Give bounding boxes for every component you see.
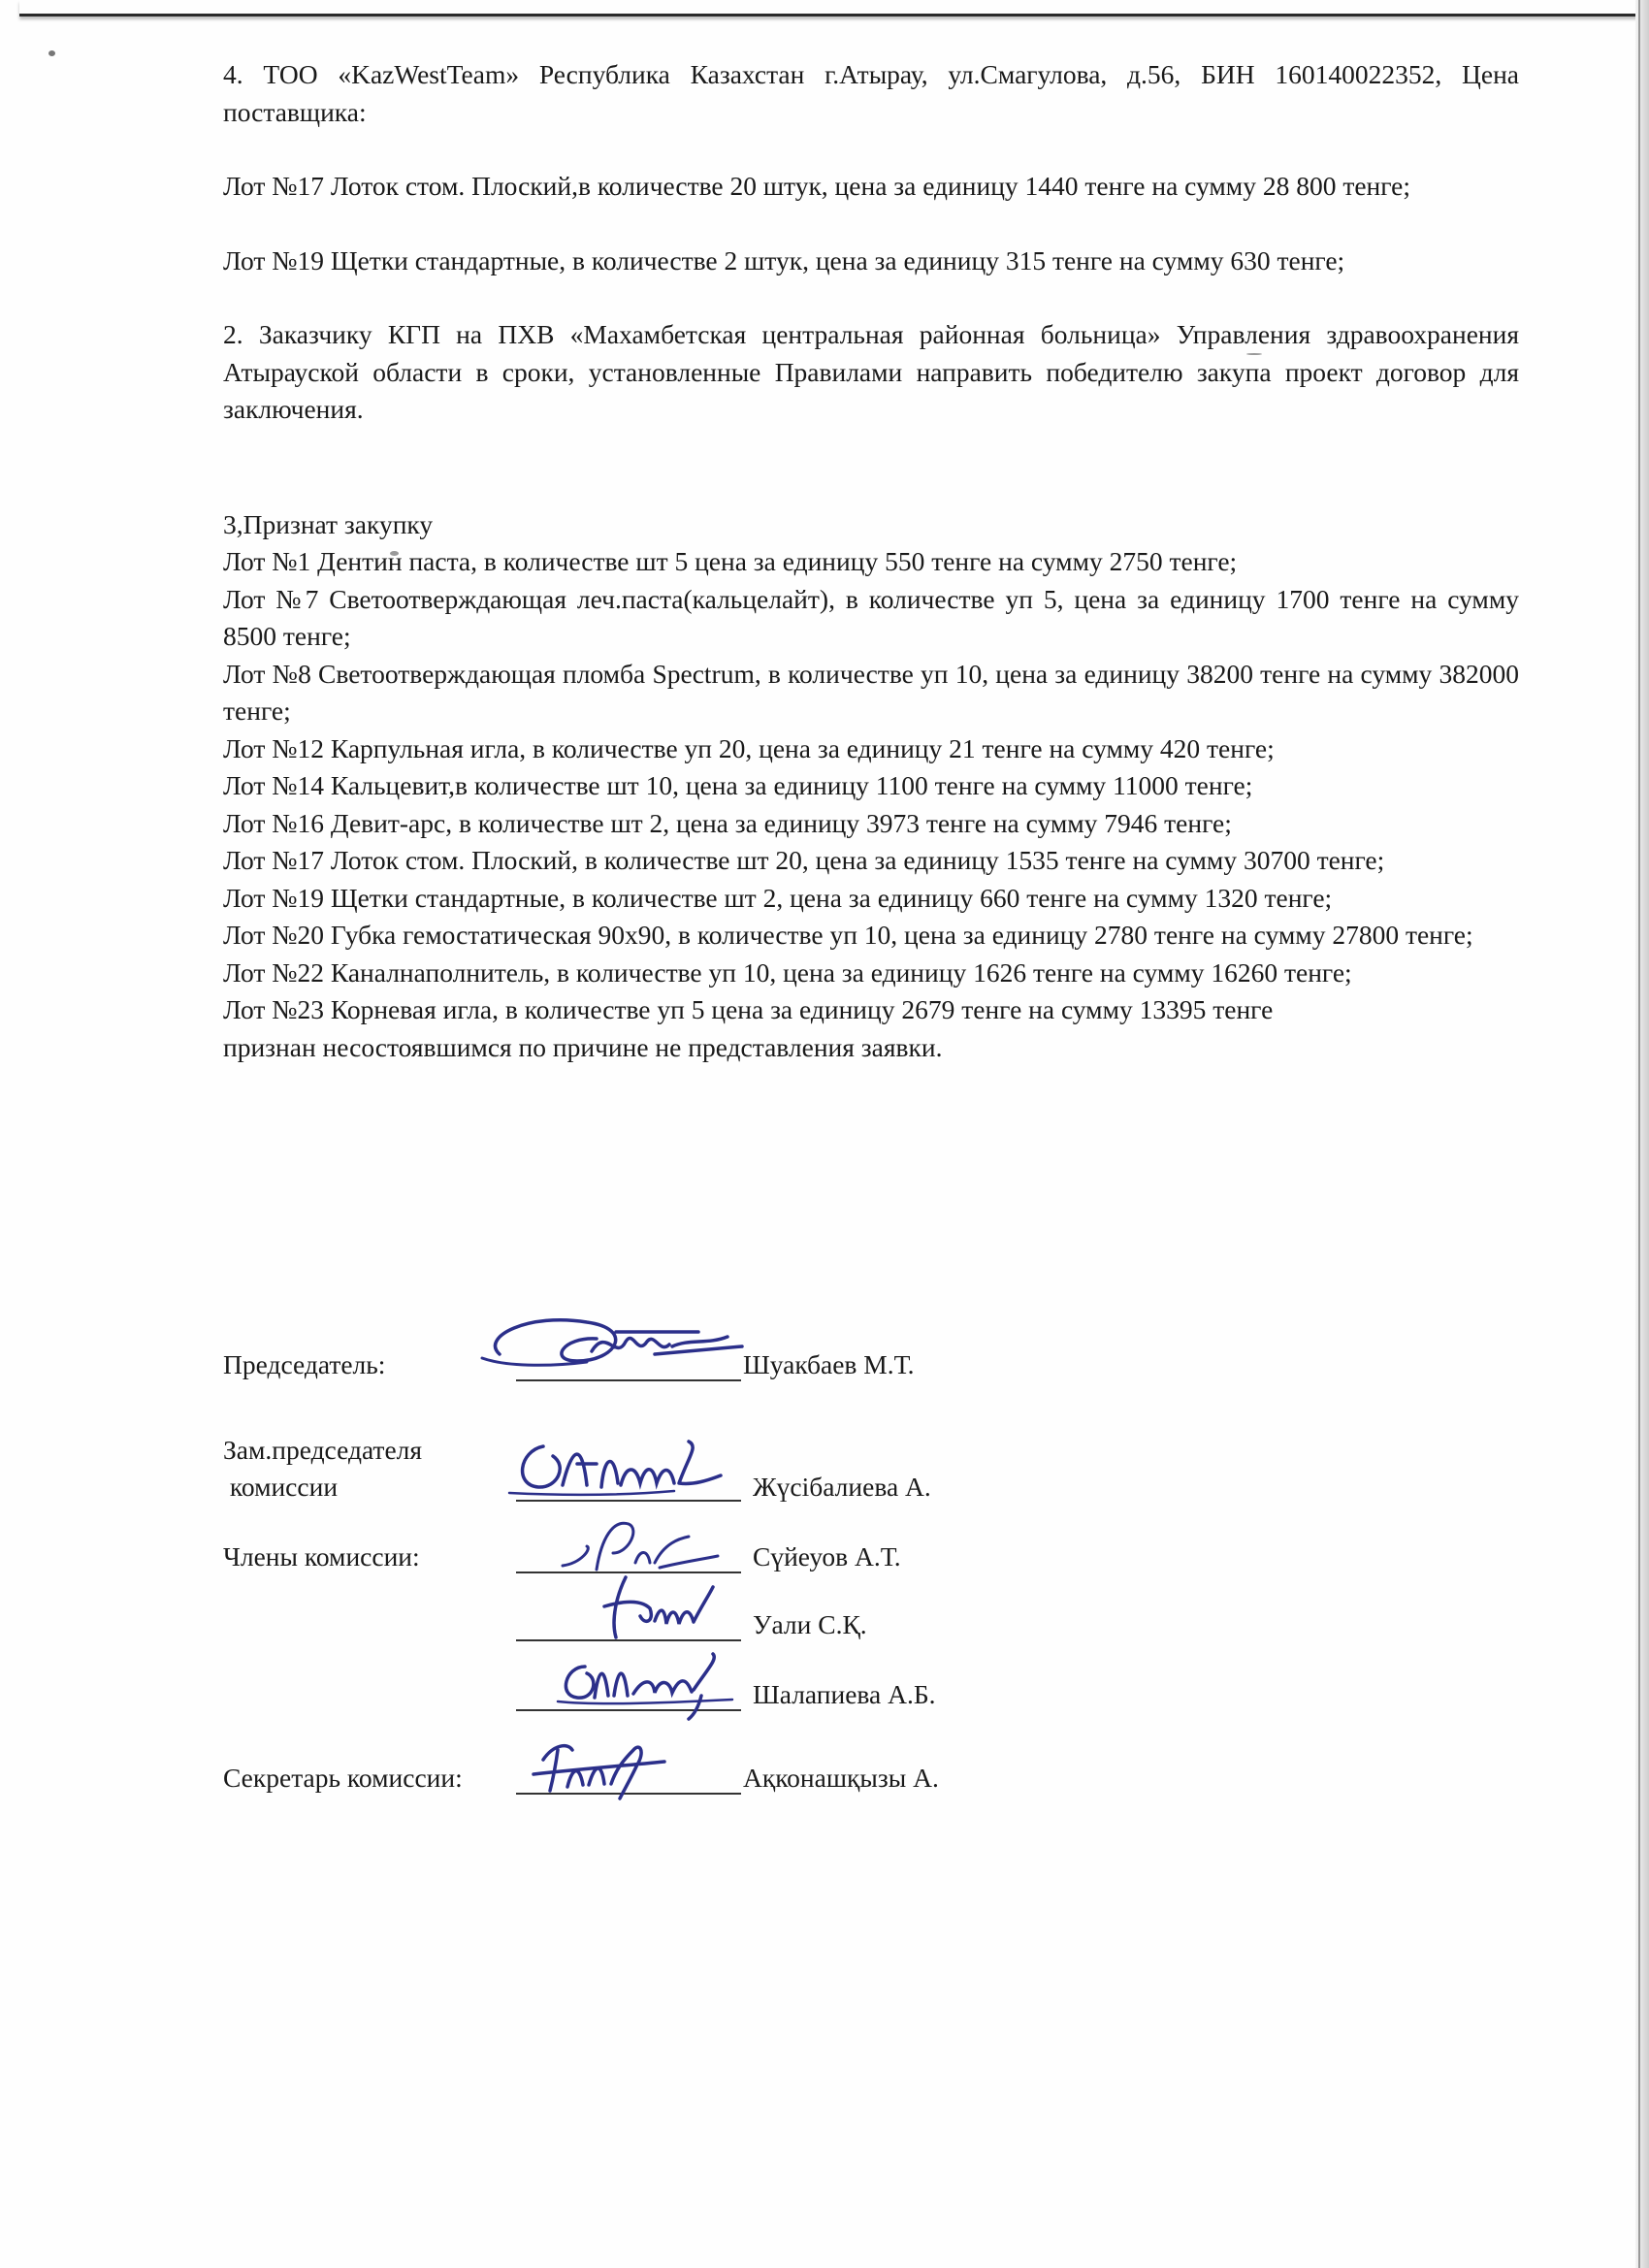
document-body	[223, 56, 1519, 1066]
members-role: Члены комиссии:	[223, 1541, 420, 1571]
failed-lot: Лот №8 Светоотверждающая пломба Spectrum, в количестве уп 10, цена за единицу 38200 тенге на сумму 382000 тенге;	[223, 658, 1519, 726]
supplier-lot-17: Лот №17 Лоток стом. Плоский,в количестве 20 штук, цена за единицу 1440 тенге на сумму 28 800 тенге;	[223, 171, 1411, 201]
failed-lot: Лот №16 Девит-арс, в количестве шт 2, цена за единицу 3973 тенге на сумму 7946 тенге;	[223, 807, 1232, 838]
deputy-name: Жүсібалиева А.	[753, 1472, 931, 1502]
member-2-name: Уали С.Қ.	[753, 1609, 867, 1639]
secretary-role: Секретарь комиссии:	[223, 1763, 463, 1793]
deputy-role-line1: Зам.председателя	[223, 1435, 423, 1465]
secretary-name: Ақконашқызы А.	[743, 1763, 939, 1793]
supplier-heading: 4. ТОО «KazWestTeam» Республика Казахстан г.Атырау, ул.Смагулова, д.56, БИН 160140022352, Цена поставщика:	[223, 59, 1519, 127]
member-3-name: Шалапиева А.Б.	[753, 1679, 936, 1709]
signature-handwritten	[490, 1427, 752, 1514]
scan-speck	[48, 50, 55, 56]
failed-lot: Лот №1 Дентин паста, в количестве шт 5 цена за единицу 550 тенге на сумму 2750 тенге;	[223, 546, 1238, 576]
signature-handwritten	[538, 1639, 752, 1727]
failed-lot: Лот №20 Губка гемостатическая 90х90, в количестве уп 10, цена за единицу 2780 тенге на сумму 27800 тенге;	[223, 920, 1473, 950]
clause-3-heading: 3,Признат закупку	[223, 508, 434, 539]
chairman-name: Шуакбаев М.Т.	[743, 1349, 915, 1379]
failed-lot: Лот №12 Карпульная игла, в количестве уп 20, цена за единицу 21 тенге на сумму 420 тенге;	[223, 732, 1275, 763]
failed-lot: Лот №19 Щетки стандартные, в количестве шт 2, цена за единицу 660 тенге на сумму 1320 тенге;	[223, 882, 1333, 913]
supplier-lot-19: Лот №19 Щетки стандартные, в количестве 2 штук, цена за единицу 315 тенге на сумму 630 тенге;	[223, 244, 1345, 275]
chairman-role: Председатель:	[223, 1349, 386, 1379]
clause-3-conclusion: признан несостоявшимся по причине не представления заявки.	[223, 1031, 943, 1062]
deputy-role-line2: комиссии	[223, 1472, 339, 1502]
failed-lot: Лот №23 Корневая игла, в количестве уп 5 цена за единицу 2679 тенге на сумму 13395 тенге	[223, 994, 1274, 1024]
clause-2: 2. Заказчику КГП на ПХВ «Махамбетская центральная районная больница» Управления здравоохранения Атырауской области в сроки, установленные Правилами направить победителю закупа проект договор для заключения.	[223, 319, 1519, 424]
failed-lot: Лот №7 Светоотверждающая леч.паста(кальцелайт), в количестве уп 5, цена за единицу 1700 тенге на сумму 8500 тенге;	[223, 583, 1519, 651]
failed-lot: Лот №14 Кальцевит,в количестве шт 10, цена за единицу 1100 тенге на сумму 11000 тенге;	[223, 770, 1253, 800]
page-edge-right	[1635, 0, 1649, 2268]
page-edge-top	[19, 0, 1649, 16]
member-1-name: Сүйеуов А.Т.	[753, 1541, 901, 1571]
signature-handwritten	[519, 1731, 684, 1808]
failed-lot: Лот №22 Каналнаполнитель, в количестве уп 10, цена за единицу 1626 тенге на сумму 16260 тенге;	[223, 956, 1352, 988]
failed-lot: Лот №17 Лоток стом. Плоский, в количестве шт 20, цена за единицу 1535 тенге на сумму 30700 тенге;	[223, 845, 1385, 875]
signature-handwritten	[470, 1308, 752, 1395]
